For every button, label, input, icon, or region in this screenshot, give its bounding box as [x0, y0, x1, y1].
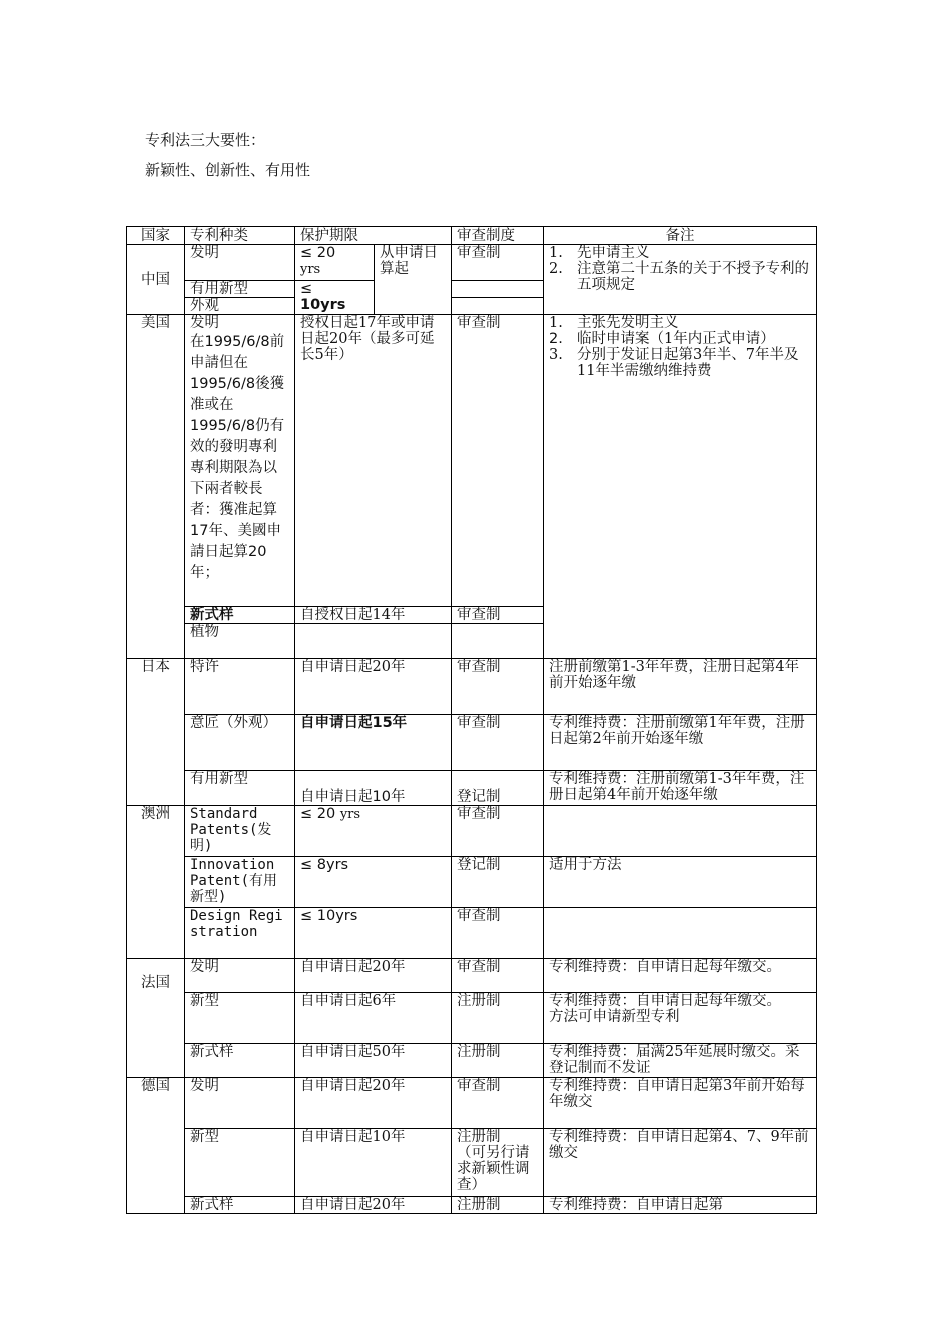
cn-term-utility-b: 10yrs: [300, 297, 346, 313]
table-row: [127, 1078, 817, 1129]
au-exam-2: 登记制: [452, 857, 544, 908]
cn-type-design: 外观: [185, 298, 295, 315]
de-exam-3: 注册制: [452, 1197, 544, 1214]
table-row: [127, 857, 817, 908]
table-row: [127, 806, 817, 857]
au-term-2: ≤ 8yrs: [295, 857, 452, 908]
jp-exam-1: 审查制: [452, 659, 544, 715]
fr-type-2: 新型: [185, 993, 295, 1044]
jp-exam-2: 审查制: [452, 715, 544, 771]
header-country: 国家: [127, 227, 185, 245]
us-term-plant: [295, 624, 452, 659]
au-term-1-b: yrs: [339, 807, 361, 822]
jp-type-2: 意匠（外观）: [185, 715, 295, 771]
au-term-1-a: ≤ 20: [300, 806, 336, 822]
au-exam-1: 审查制: [452, 806, 544, 857]
au-type-3: Design Registration: [185, 908, 295, 959]
country-usa: 美国: [127, 315, 185, 659]
fr-type-3: 新式样: [185, 1044, 295, 1078]
cn-type-utility: 有用新型: [185, 281, 295, 298]
de-term-2: 自申请日起10年: [295, 1129, 452, 1197]
us-exam-invention: 审查制: [452, 315, 544, 607]
jp-type-1: 特许: [185, 659, 295, 715]
intro-line-1: 专利法三大要性：: [145, 131, 266, 149]
au-note-1: [544, 806, 817, 857]
fr-term-1: 自申请日起20年: [295, 959, 452, 993]
header-exam: 审查制度: [452, 227, 544, 245]
au-term-1: [295, 806, 452, 857]
de-term-1: 自申请日起20年: [295, 1078, 452, 1129]
fr-exam-1: 审查制: [452, 959, 544, 993]
table-row: [127, 959, 817, 993]
cn-type-invention: 发明: [185, 245, 295, 281]
jp-type-3: 有用新型: [185, 771, 295, 806]
fr-term-2: 自申请日起6年: [295, 993, 452, 1044]
us-type-invention: [185, 315, 295, 607]
fr-note-2-a: 专利维持费：自申请日起每年缴交。: [549, 993, 781, 1009]
jp-note-3: 专利维持费：注册前缴第1-3年年费，注册日起第4年前开始逐年缴: [544, 771, 817, 806]
de-type-3: 新式样: [185, 1197, 295, 1214]
table-row: [127, 771, 817, 806]
cn-note-2: 注意第二十五条的关于不授予专利的五项规定: [577, 261, 809, 293]
us-note-1-num: 1.: [549, 315, 563, 331]
table-row: [127, 315, 817, 607]
country-germany: 德国: [127, 1078, 185, 1214]
cn-exam-utility: [452, 281, 544, 298]
de-note-1: 专利维持费：自申请日起第3年前开始每年缴交: [544, 1078, 817, 1129]
patent-comparison-table: [126, 226, 817, 1214]
de-exam-2-a: 注册制: [457, 1129, 501, 1145]
fr-note-2-b: 方法可申请新型专利: [549, 1009, 680, 1025]
us-type-plant: 植物: [185, 624, 295, 659]
de-note-2: 专利维持费：自申请日起第4、7、9年前缴交: [544, 1129, 817, 1197]
us-notes: [544, 315, 817, 659]
cn-term-utility: [295, 281, 375, 315]
cn-note-1-num: 1.: [549, 245, 563, 261]
de-note-3: 专利维持费：自申请日起第: [544, 1197, 817, 1214]
us-note-2: 临时申请案（1年内正式申请）: [577, 331, 775, 347]
table-row: [127, 1197, 817, 1214]
header-notes: 备注: [544, 227, 817, 245]
us-term-invention: 授权日起17年或申请日起20年（最多可延长5年）: [295, 315, 452, 607]
de-type-1: 发明: [185, 1078, 295, 1129]
table-row: [127, 245, 817, 281]
fr-exam-2: 注册制: [452, 993, 544, 1044]
us-type-invention-label: 发明: [190, 315, 219, 331]
jp-exam-3: 登记制: [452, 771, 544, 806]
cn-note-2-num: 2.: [549, 261, 563, 277]
us-type-invention-detail: 在1995/6/8前申請但在1995/6/8後獲准或在1995/6/8仍有效的發明專利專利期限為以下兩者較長者：獲准起算17年、美國申請日起算20年；: [190, 334, 285, 581]
fr-note-2: [544, 993, 817, 1044]
country-japan: 日本: [127, 659, 185, 806]
de-exam-2-b: （可另行请求新颖性调查）: [457, 1145, 530, 1193]
cn-term-utility-a: ≤: [300, 281, 313, 297]
us-exam-plant: [452, 624, 544, 659]
country-australia: 澳洲: [127, 806, 185, 959]
cn-notes: [544, 245, 817, 315]
header-type: 专利种类: [185, 227, 295, 245]
table-row: [127, 1129, 817, 1197]
cn-term-invention-a: ≤ 20: [300, 245, 336, 261]
us-type-design: 新式样: [185, 607, 295, 624]
table-row: [127, 908, 817, 959]
de-term-3: 自申请日起20年: [295, 1197, 452, 1214]
fr-term-3: 自申请日起50年: [295, 1044, 452, 1078]
jp-term-2: 自申请日起15年: [295, 715, 452, 771]
us-note-1: 主张先发明主义: [577, 315, 679, 331]
jp-term-3: 自申请日起10年: [295, 771, 452, 806]
au-type-1: Standard Patents(发明): [185, 806, 295, 857]
au-type-2: Innovation Patent(有用新型): [185, 857, 295, 908]
us-note-3-num: 3.: [549, 347, 563, 363]
cn-term-invention: [295, 245, 375, 281]
country-france: 法国: [127, 959, 185, 1078]
jp-note-2: 专利维持费：注册前缴第1年年费，注册日起第2年前开始逐年缴: [544, 715, 817, 771]
fr-exam-3: 注册制: [452, 1044, 544, 1078]
cn-exam-design: [452, 298, 544, 315]
au-note-3: [544, 908, 817, 959]
de-exam-1: 审查制: [452, 1078, 544, 1129]
cn-exam-invention: 审查制: [452, 245, 544, 281]
cn-term-from: 从申请日算起: [375, 245, 452, 315]
table-row: [127, 993, 817, 1044]
us-term-design: 自授权日起14年: [295, 607, 452, 624]
fr-note-1: 专利维持费：自申请日起每年缴交。: [544, 959, 817, 993]
de-type-2: 新型: [185, 1129, 295, 1197]
au-exam-3: 审查制: [452, 908, 544, 959]
intro-line-2: 新颖性、创新性、有用性: [145, 161, 311, 179]
header-term: 保护期限: [295, 227, 452, 245]
country-china: 中国: [127, 245, 185, 315]
de-exam-2: [452, 1129, 544, 1197]
table-row: [127, 1044, 817, 1078]
jp-note-1: 注册前缴第1-3年年费，注册日起第4年前开始逐年缴: [544, 659, 817, 715]
au-note-2: 适用于方法: [544, 857, 817, 908]
table-header-row: [127, 227, 817, 245]
cn-term-invention-b: yrs: [300, 262, 321, 277]
us-exam-design: 审查制: [452, 607, 544, 624]
us-note-3: 分别于发证日起第3年半、7年半及11年半需缴纳维持费: [577, 347, 799, 379]
cn-note-1: 先申请主义: [577, 245, 650, 261]
table-row: [127, 659, 817, 715]
fr-type-1: 发明: [185, 959, 295, 993]
jp-term-1: 自申请日起20年: [295, 659, 452, 715]
table-row: [127, 715, 817, 771]
us-note-2-num: 2.: [549, 331, 563, 347]
fr-note-3: 专利维持费：届满25年延展时缴交。采登记制而不发证: [544, 1044, 817, 1078]
au-term-3: ≤ 10yrs: [295, 908, 452, 959]
